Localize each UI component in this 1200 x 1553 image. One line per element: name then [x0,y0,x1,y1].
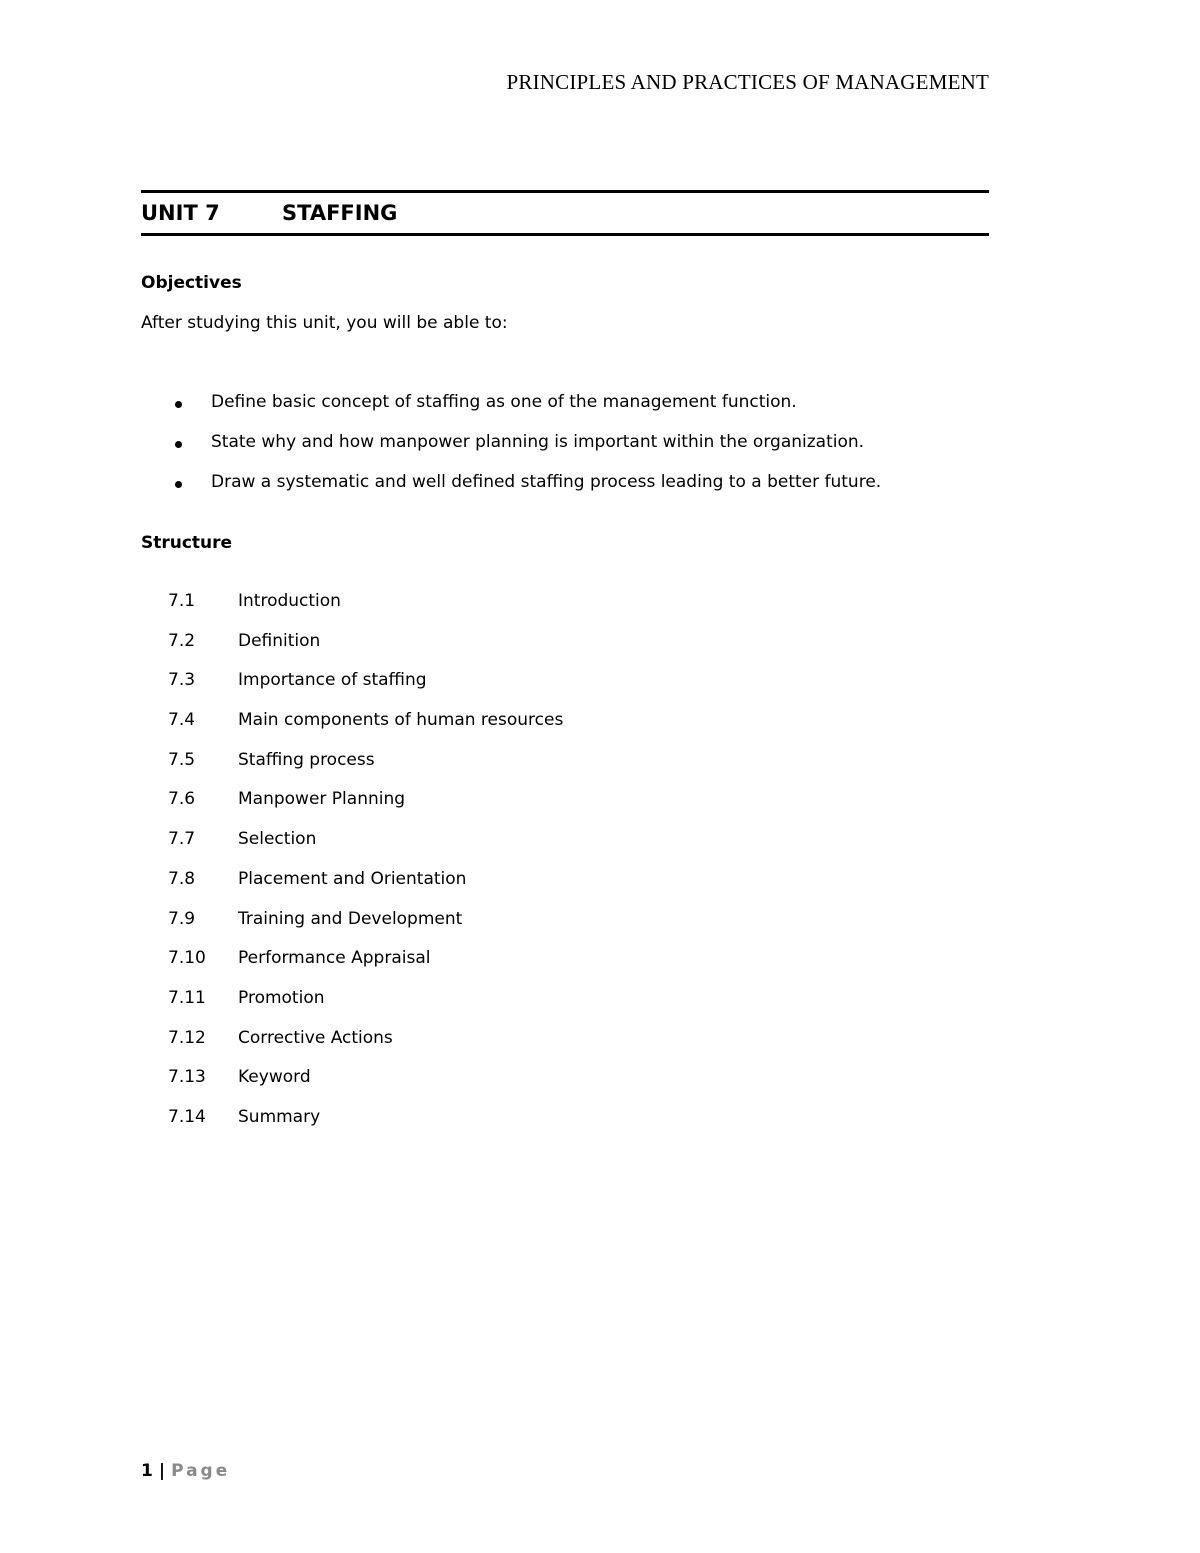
section-title: Training and Development [238,908,463,929]
section-number: 7.5 [168,749,196,770]
list-item [168,1107,563,1147]
section-number: 7.4 [168,710,196,731]
list-item [168,710,563,750]
objectives-heading: Objectives [141,273,242,293]
section-number: 7.8 [168,868,196,889]
section-number: 7.14 [168,1106,206,1127]
list-item [168,948,563,988]
section-title: Performance Appraisal [238,948,431,969]
objectives-list [141,392,881,512]
structure-heading: Structure [141,533,233,553]
unit-title [141,193,989,233]
objective-text: Draw a systematic and well defined staffing process leading to a better future. [211,472,882,492]
section-number: 7.9 [168,908,196,929]
list-item [168,869,563,909]
section-number: 7.12 [168,1027,206,1048]
section-title: Summary [238,1106,321,1127]
list-item [141,472,881,512]
list-item [168,591,563,631]
list-item [168,670,563,710]
section-title: Keyword [238,1067,311,1088]
section-title: Main components of human resources [238,710,564,731]
list-item [168,909,563,949]
section-title: Introduction [238,591,341,611]
section-title: Definition [238,630,321,651]
section-title: Corrective Actions [238,1027,393,1048]
list-item [168,1067,563,1107]
bullet-icon [175,481,182,488]
section-number: 7.6 [168,789,196,810]
section-number: 7.2 [168,630,196,651]
section-number: 7.11 [168,987,206,1008]
unit-number: UNIT 7 [141,201,220,225]
list-item [168,631,563,671]
footer-page-word: Page [171,1461,231,1481]
list-item [141,392,881,432]
unit-name: STAFFING [282,201,398,225]
section-title: Promotion [238,987,325,1008]
section-title: Staffing process [238,749,375,770]
running-header: PRINCIPLES AND PRACTICES OF MANAGEMENT [506,70,989,94]
list-item [141,432,881,472]
page-footer [141,1461,230,1481]
section-title: Selection [238,829,317,850]
bullet-icon [175,401,182,408]
list-item [168,1028,563,1068]
list-item [168,829,563,869]
section-number: 7.3 [168,670,196,691]
section-title: Placement and Orientation [238,868,467,889]
unit-title-block [141,190,989,236]
section-number: 7.13 [168,1067,206,1088]
list-item [168,988,563,1028]
section-number: 7.7 [168,829,196,850]
section-title: Importance of staffing [238,670,427,691]
list-item [168,750,563,790]
structure-list [168,591,563,1147]
section-number: 7.10 [168,948,206,969]
bullet-icon [175,441,182,448]
section-number: 7.1 [168,591,196,611]
page-number: 1 [141,1461,153,1481]
section-title: Manpower Planning [238,789,406,810]
objective-text: State why and how manpower planning is important within the organization. [211,432,865,452]
objective-text: Define basic concept of staffing as one of the management function. [211,392,797,412]
objectives-intro: After studying this unit, you will be able to: [141,313,508,333]
footer-separator: | [158,1461,166,1481]
list-item [168,789,563,829]
bottom-rule [141,233,989,236]
